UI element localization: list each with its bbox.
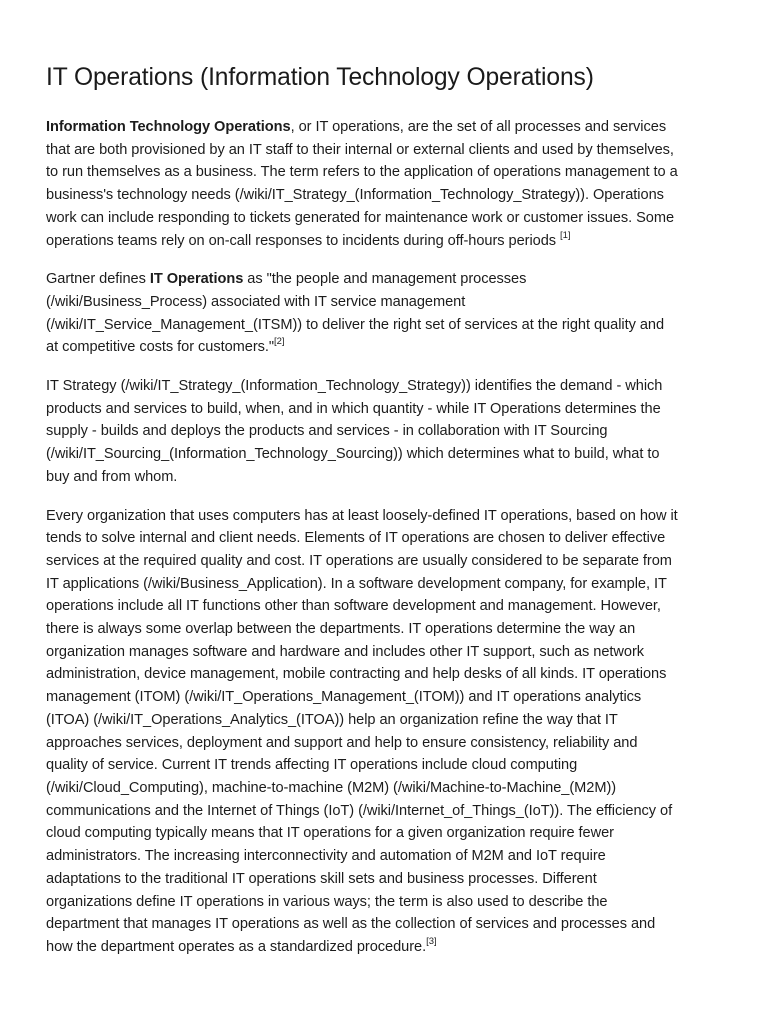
text-line: supply - builds and deploys the products and services - in collaboration with IT Sourcing (46, 423, 608, 440)
paragraph-gartner (46, 268, 730, 359)
citation-ref-3: [3] (426, 936, 437, 948)
text-line: approaches services, deployment and support and help to ensure consistency, reliability and (46, 734, 638, 751)
citation-ref-1: [1] (560, 229, 571, 241)
paragraph-intro (46, 116, 730, 252)
text-line: administration, device management, mobile contracting and help desks of all kinds. IT operations (46, 666, 667, 683)
citation-ref-2: [2] (274, 336, 285, 348)
text-line: department that manages IT operations as well as the collection of services and processes and (46, 916, 656, 933)
bold-term: IT Operations (149, 271, 244, 288)
text-line: organizations define IT operations in various ways; the term is also used to describe the (46, 893, 608, 910)
text-line: Every organization that uses computers has at least loosely-defined IT operations, based on how it (46, 507, 678, 524)
text-line: how the department operates as a standardized procedure.[3] (46, 936, 437, 955)
page-title: IT Operations (Information Technology Operations) (46, 64, 594, 91)
text-line: IT applications (/wiki/Business_Application). In a software development company, for example, IT (46, 575, 667, 592)
text-line: Information Technology Operations, or IT operations, are the set of all processes and services (46, 119, 667, 135)
text-line: management (ITOM) (/wiki/IT_Operations_Management_(ITOM)) and IT operations analytics (46, 689, 642, 706)
text-line: operations teams rely on on-call responses to incidents during off-hours periods [1] (46, 229, 571, 249)
text-line: (/wiki/IT_Sourcing_(Information_Technology_Sourcing)) which determines what to build, what to (46, 446, 660, 463)
text-line: Gartner defines IT Operations as "the people and management processes (46, 271, 527, 288)
text-line: administrators. The increasing interconnectivity and automation of M2M and IoT require (46, 848, 606, 865)
text-line: services at the required quality and cost. IT operations are usually considered to be separate from (46, 552, 672, 569)
text-line: communications and the Internet of Things (IoT) (/wiki/Internet_of_Things_(IoT)). The efficiency of (46, 802, 673, 819)
text-line: (ITOA) (/wiki/IT_Operations_Analytics_(ITOA)) help an organization refine the way that IT (46, 711, 618, 728)
text-line: at competitive costs for customers."[2] (46, 336, 285, 356)
text-line: organization manages software and hardware and includes other IT support, such as network (46, 643, 645, 660)
text-line: work can include responding to tickets generated for maintenance work or customer issues. Some (46, 209, 675, 226)
bold-term: Information Technology Operations (46, 119, 291, 135)
text-line: (/wiki/IT_Service_Management_(ITSM)) to deliver the right set of services at the right quality and (46, 316, 665, 333)
text-line: buy and from whom. (46, 468, 178, 485)
text-line: IT Strategy (/wiki/IT_Strategy_(Information_Technology_Strategy)) identifies the demand - which (46, 378, 663, 395)
text-line: there is always some overlap between the departments. IT operations determine the way an (46, 621, 636, 638)
text-line: (/wiki/Cloud_Computing), machine-to-machine (M2M) (/wiki/Machine-to-Machine_(M2M)) (46, 779, 617, 796)
paragraph-organizations (46, 505, 730, 959)
text-line: quality of service. Current IT trends affecting IT operations include cloud computing (46, 757, 578, 774)
text-line: operations include all IT functions other than software development and management. However, (46, 598, 661, 615)
text-line: business's technology needs (/wiki/IT_Strategy_(Information_Technology_Strategy)). Operations (46, 187, 664, 204)
text-line: to run themselves as a business. The term refers to the application of operations management to a (46, 164, 678, 181)
text-line: that are both provisioned by an IT staff to their internal or external clients and used by themselves, (46, 141, 674, 158)
text-line: products and services to build, when, and in which quantity - while IT Operations determines the (46, 400, 661, 417)
text-line: (/wiki/Business_Process) associated with IT service management (46, 293, 466, 310)
text-line: adaptations to the traditional IT operations skill sets and business processes. Different (46, 870, 597, 887)
document-page (46, 62, 730, 975)
text-line: cloud computing typically means that IT operations for a given organization require fewer (46, 825, 614, 842)
text-line: tends to solve internal and client needs. Elements of IT operations are chosen to deliver effective (46, 530, 666, 547)
paragraph-strategy (46, 375, 730, 489)
